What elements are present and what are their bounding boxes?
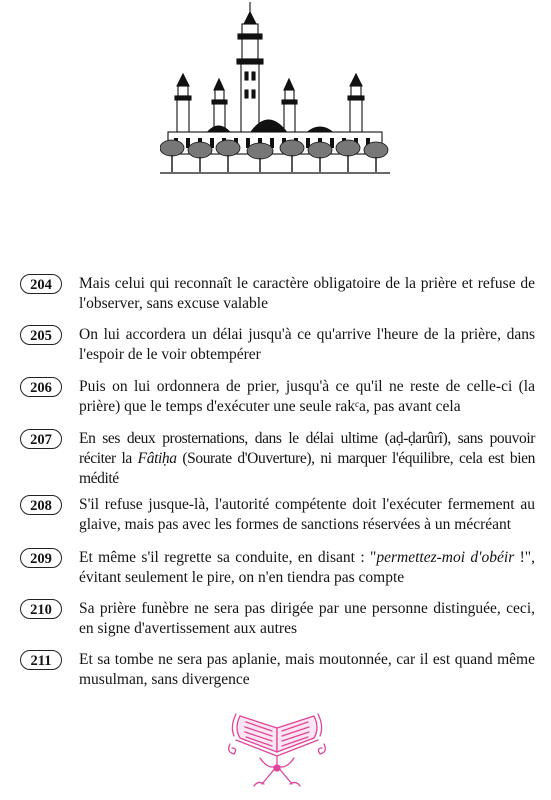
mosque-illustration <box>160 0 390 185</box>
verse-number-badge: 211 <box>20 650 62 670</box>
verse-text: Et sa tombe ne sera pas aplanie, mais moutonnée, car il est quand même musulman, sans divergence <box>79 651 535 688</box>
verse-number-badge: 204 <box>20 274 62 294</box>
verse-number-badge: 206 <box>20 377 62 397</box>
verse-text: S'il refuse jusque-là, l'autorité compétente doit l'exécuter fermement au glaive, mais pas avec les formes de sanctions réservées à un mécréant <box>79 496 535 533</box>
verse-text: Sa prière funèbre ne sera pas dirigée par une personne distinguée, ceci, en signe d'avertissement aux autres <box>79 600 535 637</box>
verse-text: Et même s'il regrette sa conduite, en disant : "permettez-moi d'obéir !", évitant seulement le pire, on n'en tiendra pas compte <box>79 549 535 586</box>
verse-text: Mais celui qui reconnaît le caractère obligatoire de la prière et refuse de l'observer, sans excuse valable <box>79 275 535 312</box>
verse-text: En ses deux prosternations, dans le délai ultime (aḍ-ḍarûrî), sans pouvoir réciter la Fâtiḥa (Sourate d'Ouverture), ni marquer l'équilibre, cela est bien médité <box>79 430 535 487</box>
verse-number-badge: 208 <box>20 495 62 515</box>
verse-number-badge: 207 <box>20 429 62 449</box>
open-book-on-stand-icon <box>224 708 330 790</box>
verse-number-badge: 210 <box>20 599 62 619</box>
verse-number-badge: 205 <box>20 325 62 345</box>
verse-text: Puis on lui ordonnera de prier, jusqu'à ce qu'il ne reste de celle-ci (la prière) que le temps d'exécuter une seule rakᶜa, pas avant cela <box>79 378 535 415</box>
verse-number-badge: 209 <box>20 548 62 568</box>
verse-text: On lui accordera un délai jusqu'à ce qu'arrive l'heure de la prière, dans l'espoir de le voir obtempérer <box>79 326 535 363</box>
